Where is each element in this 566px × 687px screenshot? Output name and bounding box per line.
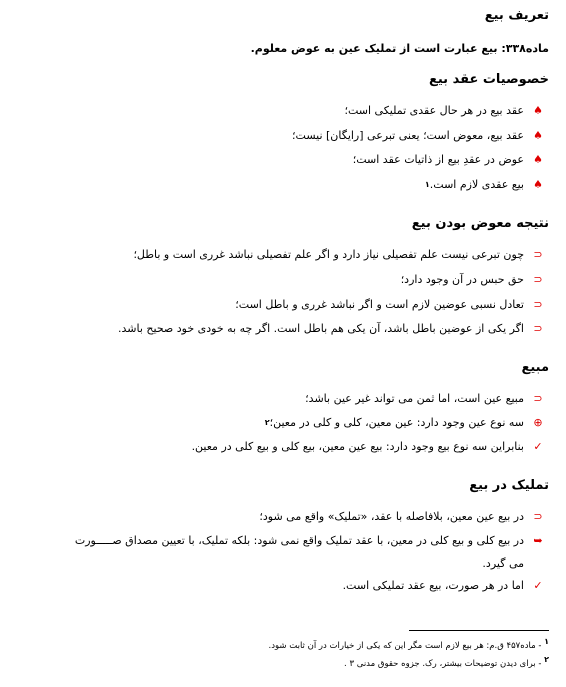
hook-bullet-icon: ⊂: [533, 510, 543, 523]
footnote-1: [269, 637, 549, 651]
list-item: [305, 392, 546, 405]
hook-bullet-icon: ⊂: [533, 298, 543, 311]
heading-transfer-in-sale: تملیک در بیع: [469, 478, 549, 493]
heading-features: خصوصیات عقد بیع: [428, 72, 549, 87]
spade-bullet-icon: ♠: [533, 153, 543, 166]
footnote-2: [344, 655, 549, 669]
hook-bullet-icon: ⊂: [533, 248, 543, 261]
list-item: [235, 298, 546, 311]
footnote-ref-2[interactable]: ۲: [264, 418, 270, 427]
hook-bullet-icon: ⊂: [533, 322, 543, 335]
hook-bullet-icon: ⊂: [533, 273, 543, 286]
arrow-bullet-icon: ➥: [533, 534, 543, 547]
list-item-text: در بیع کلی و بیع کلی در معین، با عقد تملیک واقع نمی شود: بلکه تملیک، با تعیین مصداق صـــــورت: [74, 534, 524, 547]
spade-bullet-icon: ♠: [533, 178, 543, 191]
footnote-text: - ماده۴۵۷ ق.م: هر بیع لازم است مگر این که یکی از خیارات در آن ثابت شود.: [268, 640, 542, 651]
list-item: [265, 416, 546, 429]
list-item: [425, 178, 546, 191]
list-item-text: بیع عقدی لازم است.: [429, 178, 524, 191]
footnote-number: ۱: [544, 637, 549, 646]
spade-bullet-icon: ♠: [533, 104, 543, 117]
heading-consequences: نتیجه معوض بودن بیع: [411, 216, 549, 231]
list-item-text: عقد بیع، معوض است؛ یعنی تبرعی [رایگان] نیست؛: [292, 129, 524, 142]
footnote-ref-1[interactable]: ۱: [424, 180, 430, 189]
heading-object-of-sale: مبیع: [521, 360, 549, 375]
footnote-text: - برای دیدن توضیحات بیشتر، رک. جزوه حقوق مدنی ۳ .: [344, 658, 542, 669]
list-item-text: مبیع عین است، اما ثمن می تواند غیر عین باشد؛: [305, 392, 524, 405]
list-item-text: اگر یکی از عوضین باطل باشد، آن یکی هم باطل است. اگر چه به خودی خود صحیح باشد.: [118, 322, 524, 335]
hook-bullet-icon: ⊂: [533, 392, 543, 405]
list-item: [401, 273, 546, 286]
list-item: [192, 440, 546, 453]
check-bullet-icon: ✓: [533, 440, 543, 453]
list-item: [292, 129, 546, 142]
footnote-number: ۲: [544, 655, 549, 664]
list-item-text: سه نوع عین وجود دارد: عین معین، کلی و کلی در معین؛: [269, 416, 524, 429]
article-338: ماده۳۳۸: بیع عبارت است از تملیک عین به عوض معلوم.: [250, 42, 549, 55]
list-item: [118, 322, 546, 335]
list-item: [259, 510, 546, 523]
list-item: [353, 153, 546, 166]
list-item-text: اما در هر صورت، بیع عقد تملیکی است.: [342, 579, 524, 592]
list-item: [75, 534, 546, 547]
heading-definition: تعریف بیع: [484, 8, 549, 23]
oplus-bullet-icon: ⊕: [533, 416, 543, 429]
list-item-text: بنابراین سه نوع بیع وجود دارد: بیع عین معین، بیع کلی و بیع کلی در معین.: [191, 440, 524, 453]
list-item: [344, 104, 546, 117]
list-item-text: در بیع عین معین، بلافاصله با عقد، «تملیک» واقع می شود؛: [259, 510, 524, 523]
check-bullet-icon: ✓: [533, 579, 543, 592]
list-item-text: حق حبس در آن وجود دارد؛: [400, 273, 524, 286]
list-item-text: عقد بیع در هر حال عقدی تملیکی است؛: [344, 104, 524, 117]
list-item-text: تعادل نسبی عوضین لازم است و اگر نباشد غرری و باطل است؛: [235, 298, 524, 311]
list-item-text: عوض در عقدِ بیع از ذاتیات عقد است؛: [352, 153, 524, 166]
list-item-continuation: می گیرد.: [482, 557, 524, 570]
list-item-text: چون تبرعی نیست علم تفصیلی نیاز دارد و اگر علم تفصیلی نباشد غرری است و باطل؛: [133, 248, 524, 261]
list-item: [133, 248, 546, 261]
list-item: [343, 579, 546, 592]
footnote-divider: [409, 630, 549, 631]
spade-bullet-icon: ♠: [533, 129, 543, 142]
